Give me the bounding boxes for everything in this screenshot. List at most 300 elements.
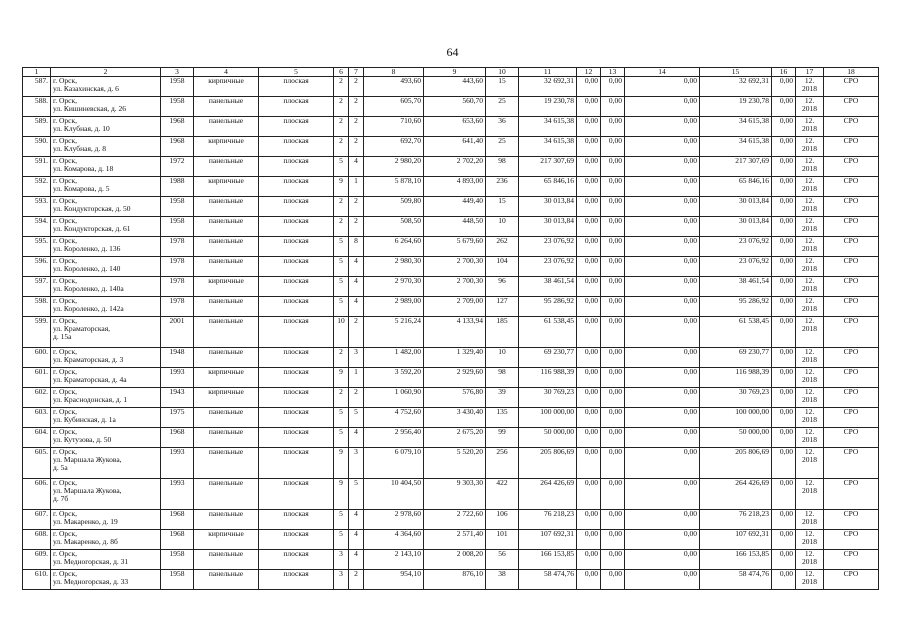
residents-cell: 39 xyxy=(486,388,519,408)
address-cell-line: ул. Клубная, д. 10 xyxy=(53,124,110,133)
table-body xyxy=(23,77,879,590)
total-cost-cell: 205 806,69 xyxy=(519,448,577,479)
completion-date-cell-line: 12. xyxy=(804,196,815,205)
work-type-cell: СРО xyxy=(824,117,879,137)
cost-per-m2-cell: 0,00 xyxy=(772,428,796,448)
completion-date-cell-line: 2018 xyxy=(802,537,817,546)
address-cell xyxy=(51,510,161,530)
completion-date-cell-line: 2018 xyxy=(802,284,817,293)
cost-per-m2-cell: 0,00 xyxy=(772,117,796,137)
cost-per-m2-cell: 0,00 xyxy=(772,177,796,197)
local-funds-cell: 0,00 xyxy=(625,277,700,297)
address-cell-line: г. Орск, xyxy=(53,96,77,105)
total-area-cell: 10 404,50 xyxy=(364,479,424,510)
roof-type-cell: плоская xyxy=(259,97,334,117)
completion-date-cell-line: 2018 xyxy=(802,84,817,93)
address-cell xyxy=(51,77,161,97)
roof-type-cell: плоская xyxy=(259,237,334,257)
floors-cell: 2 xyxy=(334,388,349,408)
entrances-cell: 4 xyxy=(349,257,364,277)
row-number: 597. xyxy=(23,277,51,297)
completion-date-cell-line: 2018 xyxy=(802,435,817,444)
table-row xyxy=(23,348,879,368)
living-area-cell: 2 675,20 xyxy=(424,428,486,448)
completion-date-cell-line: 12. xyxy=(804,347,815,356)
address-cell-line: г. Орск, xyxy=(53,447,77,456)
work-type-cell: СРО xyxy=(824,237,879,257)
column-number-header: 5 xyxy=(259,68,334,77)
owner-funds-cell: 107 692,31 xyxy=(700,530,772,550)
completion-date-cell xyxy=(796,348,824,368)
completion-date-cell-line: 12. xyxy=(804,427,815,436)
residents-cell: 99 xyxy=(486,428,519,448)
total-cost-cell: 38 461,54 xyxy=(519,277,577,297)
cost-per-m2-cell: 0,00 xyxy=(772,510,796,530)
completion-date-cell-line: 2018 xyxy=(802,324,817,333)
federal-funds-cell: 0,00 xyxy=(577,217,601,237)
regional-funds-cell: 0,00 xyxy=(601,428,625,448)
year-built-cell: 1978 xyxy=(161,277,194,297)
completion-date-cell-line: 2018 xyxy=(802,164,817,173)
address-cell-line: г. Орск, xyxy=(53,116,77,125)
total-area-cell: 3 592,20 xyxy=(364,368,424,388)
row-number: 590. xyxy=(23,137,51,157)
year-built-cell: 1948 xyxy=(161,348,194,368)
roof-type-cell: плоская xyxy=(259,297,334,317)
total-area-cell: 2 956,40 xyxy=(364,428,424,448)
owner-funds-cell: 61 538,45 xyxy=(700,317,772,348)
living-area-cell: 4 133,94 xyxy=(424,317,486,348)
completion-date-cell-line: 12. xyxy=(804,276,815,285)
address-cell-line: г. Орск, xyxy=(53,569,77,578)
total-area-cell: 2 143,10 xyxy=(364,550,424,570)
column-number-header: 12 xyxy=(577,68,601,77)
work-type-cell: СРО xyxy=(824,317,879,348)
address-cell-line: г. Орск, xyxy=(53,478,77,487)
address-cell-line: г. Орск, xyxy=(53,156,77,165)
floors-cell: 2 xyxy=(334,117,349,137)
wall-material-cell: панельные xyxy=(194,348,259,368)
year-built-cell: 1968 xyxy=(161,428,194,448)
regional-funds-cell: 0,00 xyxy=(601,97,625,117)
living-area-cell: 576,80 xyxy=(424,388,486,408)
completion-date-cell xyxy=(796,117,824,137)
work-type-cell: СРО xyxy=(824,77,879,97)
floors-cell: 3 xyxy=(334,550,349,570)
table-row xyxy=(23,550,879,570)
owner-funds-cell: 65 846,16 xyxy=(700,177,772,197)
address-cell-line: ул. Маршала Жукова, xyxy=(53,455,122,464)
entrances-cell: 2 xyxy=(349,388,364,408)
roof-type-cell: плоская xyxy=(259,157,334,177)
floors-cell: 2 xyxy=(334,77,349,97)
wall-material-cell: кирпичные xyxy=(194,137,259,157)
completion-date-cell-line: 2018 xyxy=(802,304,817,313)
owner-funds-cell: 23 076,92 xyxy=(700,237,772,257)
row-number: 596. xyxy=(23,257,51,277)
cost-per-m2-cell: 0,00 xyxy=(772,348,796,368)
total-cost-cell: 30 769,23 xyxy=(519,388,577,408)
address-cell xyxy=(51,297,161,317)
floors-cell: 5 xyxy=(334,257,349,277)
row-number: 600. xyxy=(23,348,51,368)
completion-date-cell xyxy=(796,368,824,388)
wall-material-cell: панельные xyxy=(194,157,259,177)
table-row xyxy=(23,117,879,137)
residents-cell: 15 xyxy=(486,197,519,217)
column-number-header: 6 xyxy=(334,68,349,77)
living-area-cell: 443,60 xyxy=(424,77,486,97)
living-area-cell: 653,60 xyxy=(424,117,486,137)
address-cell-line: г. Орск, xyxy=(53,509,77,518)
address-cell-line: ул. Кутузова, д. 50 xyxy=(53,435,112,444)
total-cost-cell: 107 692,31 xyxy=(519,530,577,550)
address-cell-line: ул. Кишиневская, д. 26 xyxy=(53,104,127,113)
roof-type-cell: плоская xyxy=(259,77,334,97)
completion-date-cell-line: 12. xyxy=(804,116,815,125)
local-funds-cell: 0,00 xyxy=(625,217,700,237)
local-funds-cell: 0,00 xyxy=(625,297,700,317)
roof-type-cell: плоская xyxy=(259,479,334,510)
completion-date-cell xyxy=(796,510,824,530)
address-cell-line: г. Орск, xyxy=(53,176,77,185)
address-cell-line: ул. Кубинская, д. 1а xyxy=(53,415,116,424)
total-cost-cell: 30 013,84 xyxy=(519,217,577,237)
floors-cell: 3 xyxy=(334,570,349,590)
cost-per-m2-cell: 0,00 xyxy=(772,317,796,348)
address-cell-line: ул. Краматорская, д. 3 xyxy=(53,355,124,364)
total-cost-cell: 19 230,78 xyxy=(519,97,577,117)
roof-type-cell: плоская xyxy=(259,197,334,217)
owner-funds-cell: 264 426,69 xyxy=(700,479,772,510)
address-cell-line: г. Орск, xyxy=(53,216,77,225)
completion-date-cell-line: 2018 xyxy=(802,486,817,495)
entrances-cell: 4 xyxy=(349,550,364,570)
completion-date-cell-line: 2018 xyxy=(802,577,817,586)
completion-date-cell-line: 12. xyxy=(804,569,815,578)
completion-date-cell-line: 12. xyxy=(804,509,815,518)
address-cell-line: г. Орск, xyxy=(53,296,77,305)
local-funds-cell: 0,00 xyxy=(625,570,700,590)
completion-date-cell-line: 12. xyxy=(804,216,815,225)
work-type-cell: СРО xyxy=(824,197,879,217)
column-number-header: 3 xyxy=(161,68,194,77)
entrances-cell: 4 xyxy=(349,297,364,317)
entrances-cell: 3 xyxy=(349,348,364,368)
total-area-cell: 5 878,10 xyxy=(364,177,424,197)
row-number: 592. xyxy=(23,177,51,197)
floors-cell: 10 xyxy=(334,317,349,348)
roof-type-cell: плоская xyxy=(259,117,334,137)
local-funds-cell: 0,00 xyxy=(625,448,700,479)
table-row xyxy=(23,368,879,388)
table-row xyxy=(23,388,879,408)
owner-funds-cell: 166 153,85 xyxy=(700,550,772,570)
living-area-cell: 876,10 xyxy=(424,570,486,590)
completion-date-cell-line: 2018 xyxy=(802,264,817,273)
completion-date-cell xyxy=(796,177,824,197)
address-cell-line: г. Орск, xyxy=(53,256,77,265)
total-area-cell: 509,80 xyxy=(364,197,424,217)
year-built-cell: 1968 xyxy=(161,117,194,137)
address-cell-line: ул. Маршала Жукова, xyxy=(53,486,122,495)
table-row xyxy=(23,479,879,510)
owner-funds-cell: 30 769,23 xyxy=(700,388,772,408)
total-area-cell: 2 980,20 xyxy=(364,157,424,177)
residents-cell: 10 xyxy=(486,217,519,237)
table-row xyxy=(23,317,879,348)
completion-date-cell-line: 12. xyxy=(804,256,815,265)
total-cost-cell: 69 230,77 xyxy=(519,348,577,368)
residents-cell: 101 xyxy=(486,530,519,550)
total-cost-cell: 32 692,31 xyxy=(519,77,577,97)
address-cell-line: ул. Казахинская, д. 6 xyxy=(53,84,119,93)
total-cost-cell: 116 988,39 xyxy=(519,368,577,388)
local-funds-cell: 0,00 xyxy=(625,479,700,510)
federal-funds-cell: 0,00 xyxy=(577,157,601,177)
completion-date-cell-line: 12. xyxy=(804,96,815,105)
roof-type-cell: плоская xyxy=(259,368,334,388)
completion-date-cell-line: 12. xyxy=(804,136,815,145)
roof-type-cell: плоская xyxy=(259,277,334,297)
cost-per-m2-cell: 0,00 xyxy=(772,217,796,237)
living-area-cell: 2 571,40 xyxy=(424,530,486,550)
row-number: 604. xyxy=(23,428,51,448)
address-cell xyxy=(51,530,161,550)
residents-cell: 106 xyxy=(486,510,519,530)
wall-material-cell: панельные xyxy=(194,197,259,217)
total-area-cell: 2 970,30 xyxy=(364,277,424,297)
row-number: 599. xyxy=(23,317,51,348)
row-number: 603. xyxy=(23,408,51,428)
total-area-cell: 4 364,60 xyxy=(364,530,424,550)
column-number-header: 13 xyxy=(601,68,625,77)
roof-type-cell: плоская xyxy=(259,550,334,570)
address-cell-line: д. 5а xyxy=(53,463,68,472)
column-number-header: 7 xyxy=(349,68,364,77)
page-number: 64 xyxy=(446,45,459,59)
work-type-cell: СРО xyxy=(824,348,879,368)
owner-funds-cell: 34 615,38 xyxy=(700,117,772,137)
address-cell-line: ул. Макаренко, д. 19 xyxy=(53,517,118,526)
address-cell-line: ул. Кондукторская, д. 50 xyxy=(53,204,131,213)
regional-funds-cell: 0,00 xyxy=(601,510,625,530)
roof-type-cell: плоская xyxy=(259,530,334,550)
wall-material-cell: панельные xyxy=(194,97,259,117)
roof-type-cell: плоская xyxy=(259,257,334,277)
year-built-cell: 1958 xyxy=(161,197,194,217)
wall-material-cell: панельные xyxy=(194,217,259,237)
living-area-cell: 641,40 xyxy=(424,137,486,157)
year-built-cell: 1958 xyxy=(161,77,194,97)
completion-date-cell-line: 2018 xyxy=(802,204,817,213)
regional-funds-cell: 0,00 xyxy=(601,368,625,388)
address-cell xyxy=(51,117,161,137)
local-funds-cell: 0,00 xyxy=(625,77,700,97)
address-cell xyxy=(51,368,161,388)
year-built-cell: 1993 xyxy=(161,448,194,479)
cost-per-m2-cell: 0,00 xyxy=(772,297,796,317)
living-area-cell: 4 893,00 xyxy=(424,177,486,197)
federal-funds-cell: 0,00 xyxy=(577,257,601,277)
completion-date-cell-line: 2018 xyxy=(802,244,817,253)
completion-date-cell xyxy=(796,137,824,157)
table-row xyxy=(23,408,879,428)
entrances-cell: 4 xyxy=(349,157,364,177)
address-cell-line: ул. Короленко, д. 142а xyxy=(53,304,124,313)
completion-date-cell-line: 2018 xyxy=(802,355,817,364)
address-cell-line: ул. Комарова, д. 5 xyxy=(53,184,110,193)
living-area-cell: 2 709,00 xyxy=(424,297,486,317)
floors-cell: 5 xyxy=(334,428,349,448)
completion-date-cell-line: 12. xyxy=(804,407,815,416)
wall-material-cell: кирпичные xyxy=(194,177,259,197)
total-cost-cell: 95 286,92 xyxy=(519,297,577,317)
regional-funds-cell: 0,00 xyxy=(601,177,625,197)
entrances-cell: 5 xyxy=(349,408,364,428)
owner-funds-cell: 100 000,00 xyxy=(700,408,772,428)
completion-date-cell-line: 12. xyxy=(804,316,815,325)
wall-material-cell: панельные xyxy=(194,550,259,570)
address-cell xyxy=(51,97,161,117)
regional-funds-cell: 0,00 xyxy=(601,257,625,277)
federal-funds-cell: 0,00 xyxy=(577,317,601,348)
completion-date-cell xyxy=(796,97,824,117)
entrances-cell: 2 xyxy=(349,97,364,117)
completion-date-cell-line: 2018 xyxy=(802,557,817,566)
living-area-cell: 5 520,20 xyxy=(424,448,486,479)
living-area-cell: 2 722,60 xyxy=(424,510,486,530)
residents-cell: 236 xyxy=(486,177,519,197)
owner-funds-cell: 19 230,78 xyxy=(700,97,772,117)
address-cell xyxy=(51,137,161,157)
address-cell-line: г. Орск, xyxy=(53,196,77,205)
owner-funds-cell: 95 286,92 xyxy=(700,297,772,317)
year-built-cell: 1978 xyxy=(161,257,194,277)
local-funds-cell: 0,00 xyxy=(625,550,700,570)
total-cost-cell: 217 307,69 xyxy=(519,157,577,177)
total-area-cell: 2 989,00 xyxy=(364,297,424,317)
total-cost-cell: 166 153,85 xyxy=(519,550,577,570)
federal-funds-cell: 0,00 xyxy=(577,570,601,590)
entrances-cell: 2 xyxy=(349,317,364,348)
total-area-cell: 954,10 xyxy=(364,570,424,590)
federal-funds-cell: 0,00 xyxy=(577,237,601,257)
row-number: 609. xyxy=(23,550,51,570)
cost-per-m2-cell: 0,00 xyxy=(772,137,796,157)
residents-cell: 96 xyxy=(486,277,519,297)
completion-date-cell-line: 2018 xyxy=(802,517,817,526)
federal-funds-cell: 0,00 xyxy=(577,479,601,510)
total-cost-cell: 23 076,92 xyxy=(519,237,577,257)
column-number-header: 17 xyxy=(796,68,824,77)
year-built-cell: 1943 xyxy=(161,388,194,408)
address-cell xyxy=(51,428,161,448)
year-built-cell: 1958 xyxy=(161,217,194,237)
local-funds-cell: 0,00 xyxy=(625,428,700,448)
regional-funds-cell: 0,00 xyxy=(601,277,625,297)
wall-material-cell: панельные xyxy=(194,117,259,137)
total-area-cell: 2 980,30 xyxy=(364,257,424,277)
regional-funds-cell: 0,00 xyxy=(601,237,625,257)
work-type-cell: СРО xyxy=(824,257,879,277)
cost-per-m2-cell: 0,00 xyxy=(772,157,796,177)
cost-per-m2-cell: 0,00 xyxy=(772,479,796,510)
total-area-cell: 4 752,60 xyxy=(364,408,424,428)
address-cell xyxy=(51,177,161,197)
owner-funds-cell: 50 000,00 xyxy=(700,428,772,448)
completion-date-cell-line: 12. xyxy=(804,236,815,245)
table-row xyxy=(23,448,879,479)
completion-date-cell-line: 2018 xyxy=(802,415,817,424)
completion-date-cell-line: 12. xyxy=(804,156,815,165)
cost-per-m2-cell: 0,00 xyxy=(772,408,796,428)
table-row xyxy=(23,510,879,530)
regional-funds-cell: 0,00 xyxy=(601,297,625,317)
living-area-cell: 449,40 xyxy=(424,197,486,217)
local-funds-cell: 0,00 xyxy=(625,157,700,177)
owner-funds-cell: 23 076,92 xyxy=(700,257,772,277)
row-number: 589. xyxy=(23,117,51,137)
completion-date-cell-line: 12. xyxy=(804,529,815,538)
entrances-cell: 1 xyxy=(349,177,364,197)
column-number-header: 15 xyxy=(700,68,772,77)
completion-date-cell-line: 2018 xyxy=(802,375,817,384)
roof-type-cell: плоская xyxy=(259,428,334,448)
regional-funds-cell: 0,00 xyxy=(601,550,625,570)
wall-material-cell: панельные xyxy=(194,448,259,479)
address-cell xyxy=(51,157,161,177)
floors-cell: 5 xyxy=(334,408,349,428)
total-area-cell: 1 482,00 xyxy=(364,348,424,368)
address-cell xyxy=(51,570,161,590)
completion-date-cell xyxy=(796,428,824,448)
table-row xyxy=(23,137,879,157)
wall-material-cell: кирпичные xyxy=(194,277,259,297)
completion-date-cell xyxy=(796,448,824,479)
floors-cell: 5 xyxy=(334,530,349,550)
address-cell xyxy=(51,317,161,348)
address-cell-line: г. Орск, xyxy=(53,427,77,436)
roof-type-cell: плоская xyxy=(259,217,334,237)
local-funds-cell: 0,00 xyxy=(625,137,700,157)
wall-material-cell: панельные xyxy=(194,570,259,590)
work-type-cell: СРО xyxy=(824,408,879,428)
regional-funds-cell: 0,00 xyxy=(601,530,625,550)
local-funds-cell: 0,00 xyxy=(625,237,700,257)
total-area-cell: 605,70 xyxy=(364,97,424,117)
residents-cell: 36 xyxy=(486,117,519,137)
address-cell xyxy=(51,237,161,257)
wall-material-cell: панельные xyxy=(194,428,259,448)
cost-per-m2-cell: 0,00 xyxy=(772,368,796,388)
column-number-header: 8 xyxy=(364,68,424,77)
address-cell-line: ул. Краснодонская, д. 1 xyxy=(53,395,128,404)
federal-funds-cell: 0,00 xyxy=(577,97,601,117)
federal-funds-cell: 0,00 xyxy=(577,177,601,197)
year-built-cell: 1968 xyxy=(161,510,194,530)
completion-date-cell xyxy=(796,388,824,408)
wall-material-cell: панельные xyxy=(194,297,259,317)
entrances-cell: 2 xyxy=(349,570,364,590)
address-cell-line: ул. Комарова, д. 18 xyxy=(53,164,114,173)
year-built-cell: 1958 xyxy=(161,550,194,570)
address-cell-line: ул. Короленко, д. 140а xyxy=(53,284,124,293)
column-number-header: 2 xyxy=(51,68,161,77)
roof-type-cell: плоская xyxy=(259,177,334,197)
completion-date-cell-line: 2018 xyxy=(802,184,817,193)
cost-per-m2-cell: 0,00 xyxy=(772,77,796,97)
